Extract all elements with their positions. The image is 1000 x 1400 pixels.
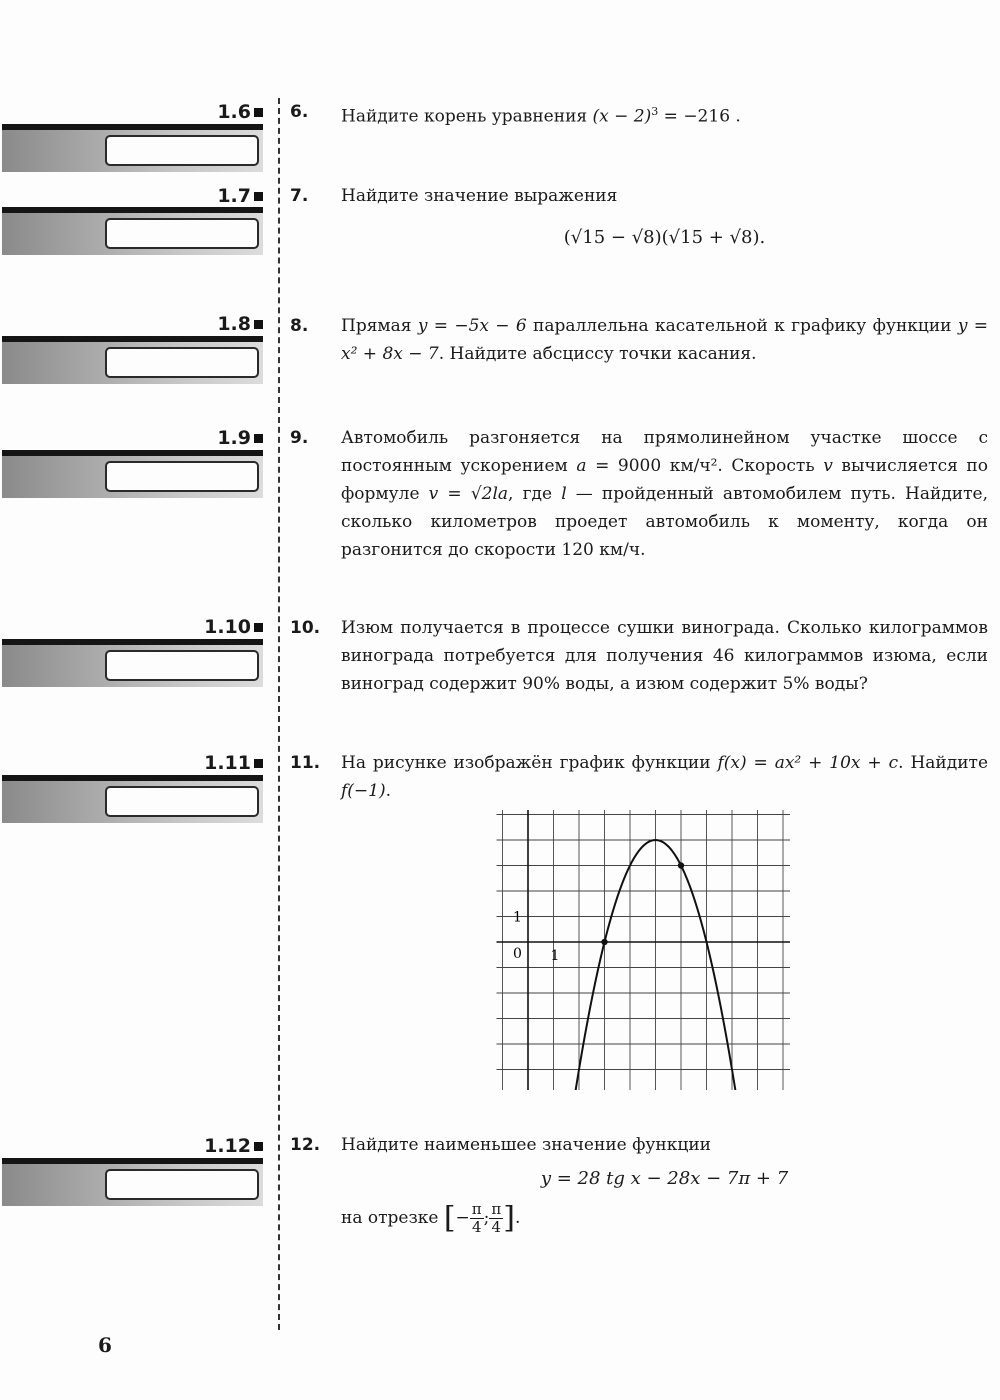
answer-box-12[interactable] xyxy=(105,1169,259,1200)
task-number: 7. xyxy=(290,186,309,206)
answer-tag-1-8 xyxy=(150,313,263,335)
parabola-graph xyxy=(490,810,790,1090)
tag-label: 1.8 xyxy=(217,313,251,335)
answer-box-7[interactable] xyxy=(105,218,259,249)
task-6-prompt: Найдите корень уравнения xyxy=(341,106,593,127)
task-6-base: (x − 2) xyxy=(592,106,652,127)
numerator: π xyxy=(491,1200,502,1218)
answer-box-6[interactable] xyxy=(105,135,259,166)
task-9-var: l xyxy=(561,484,567,504)
answer-bar xyxy=(2,336,263,384)
task-number: 11. xyxy=(290,753,321,773)
minus-sign: − xyxy=(455,1208,470,1228)
task-9-part: = 9000 км/ч². Скорость xyxy=(586,456,824,476)
square-marker-icon xyxy=(254,320,263,329)
answer-tag-1-10 xyxy=(150,616,263,638)
task-8-part: . Найдите абсциссу точки касания. xyxy=(438,344,757,364)
fraction xyxy=(470,1201,484,1236)
square-marker-icon xyxy=(254,1142,263,1151)
tag-label: 1.7 xyxy=(217,185,251,207)
task-7-text xyxy=(341,182,988,252)
answer-tag-1-11 xyxy=(150,752,263,774)
task-12-interval-line xyxy=(341,1201,988,1236)
task-8-part: Прямая xyxy=(341,316,418,336)
task-8-text xyxy=(341,312,988,368)
tag-label: 1.6 xyxy=(217,101,251,123)
x-unit-label: 1 xyxy=(550,948,560,964)
page-number: 6 xyxy=(98,1333,112,1357)
task-12-function: y = 28 tg x − 28x − 7π + 7 xyxy=(540,1168,789,1189)
answer-tag-1-9 xyxy=(150,427,263,449)
task-9-part: Автомобиль разгоняется на прямолинейном участке шоссе с постоянным ускорением xyxy=(341,428,988,476)
task-number: 10. xyxy=(290,618,321,638)
task-6-exponent: 3 xyxy=(651,105,659,118)
square-marker-icon xyxy=(254,108,263,117)
task-6-text xyxy=(341,98,988,131)
denominator: 4 xyxy=(491,1218,502,1236)
task-9-text xyxy=(341,424,988,564)
task-11-part: . Найдите xyxy=(898,753,988,773)
numerator: π xyxy=(471,1200,482,1218)
marked-point xyxy=(601,939,607,945)
task-9-var: a xyxy=(576,456,587,476)
answer-tag-1-6 xyxy=(150,101,263,123)
answer-bar xyxy=(2,775,263,823)
task-11-part: . xyxy=(385,781,392,801)
task-9-part: , где xyxy=(508,484,562,504)
task-number: 8. xyxy=(290,316,309,336)
square-marker-icon xyxy=(254,192,263,201)
period: . xyxy=(514,1208,521,1228)
task-number: 9. xyxy=(290,428,309,448)
answer-box-11[interactable] xyxy=(105,786,259,817)
task-11-func: f(x) = ax² + 10x + c xyxy=(717,753,899,773)
cut-line xyxy=(278,98,280,1330)
task-8-func-eq: y = x² + 8x − 7 xyxy=(341,316,989,364)
y-unit-label: 1 xyxy=(513,909,522,926)
task-11-text xyxy=(341,749,988,805)
answer-box-10[interactable] xyxy=(105,650,259,681)
task-12-interval-prompt: на отрезке xyxy=(341,1208,444,1228)
task-12-prompt: Найдите наименьшее значение функции xyxy=(341,1135,711,1155)
answer-bar xyxy=(2,207,263,255)
task-12-text xyxy=(341,1131,988,1236)
tag-label: 1.11 xyxy=(204,752,251,774)
tag-label: 1.9 xyxy=(217,427,251,449)
task-7-expression: (√15 − √8)(√15 + √8). xyxy=(563,227,766,248)
answer-bar xyxy=(2,450,263,498)
square-marker-icon xyxy=(254,434,263,443)
answer-tag-1-12 xyxy=(150,1135,263,1157)
answer-bar xyxy=(2,1158,263,1206)
task-number: 6. xyxy=(290,102,309,122)
tag-label: 1.12 xyxy=(204,1135,251,1157)
task-9-part: — пройденный автомобилем путь. Найдите, сколько километров проедет автомобиль к моменту, когда он разгонится до скорости 120 км/ч. xyxy=(341,484,988,560)
task-7-prompt: Найдите значение выражения xyxy=(341,186,618,206)
marked-point xyxy=(678,862,684,868)
task-9-formula: v = √2la xyxy=(428,484,509,504)
graph-axes xyxy=(497,810,791,1090)
task-10-text: Изюм получается в процессе сушки винограда. Сколько килограммов винограда потребуется для получения 46 килограммов изюма, если виноград содержит 90% воды, а изюм содержит 5% воды? xyxy=(341,618,988,694)
task-number: 12. xyxy=(290,1135,321,1155)
answer-bar xyxy=(2,639,263,687)
fraction xyxy=(489,1201,503,1236)
answer-box-9[interactable] xyxy=(105,461,259,492)
task-8-line-eq: y = −5x − 6 xyxy=(417,316,527,336)
task-8-part: параллельна касательной к графику функции xyxy=(526,316,958,336)
origin-label: 0 xyxy=(513,946,522,962)
task-9-part: вычисляется по формуле xyxy=(341,456,988,504)
answer-bar xyxy=(2,124,263,172)
square-marker-icon xyxy=(254,623,263,632)
marked-points xyxy=(601,862,684,945)
task-9-var: v xyxy=(823,456,833,476)
graph-grid xyxy=(497,810,791,1090)
square-marker-icon xyxy=(254,759,263,768)
answer-tag-1-7 xyxy=(150,185,263,207)
denominator: 4 xyxy=(471,1218,482,1236)
bracket-close: ] xyxy=(503,1200,515,1236)
bracket-open: [ xyxy=(443,1200,456,1236)
tag-label: 1.10 xyxy=(204,616,251,638)
semicolon: ; xyxy=(483,1208,490,1228)
task-11-part: На рисунке изображён график функции xyxy=(341,753,718,773)
task-11-query: f(−1) xyxy=(341,781,386,801)
answer-box-8[interactable] xyxy=(105,347,259,378)
task-6-rhs: = −216 . xyxy=(658,106,741,127)
